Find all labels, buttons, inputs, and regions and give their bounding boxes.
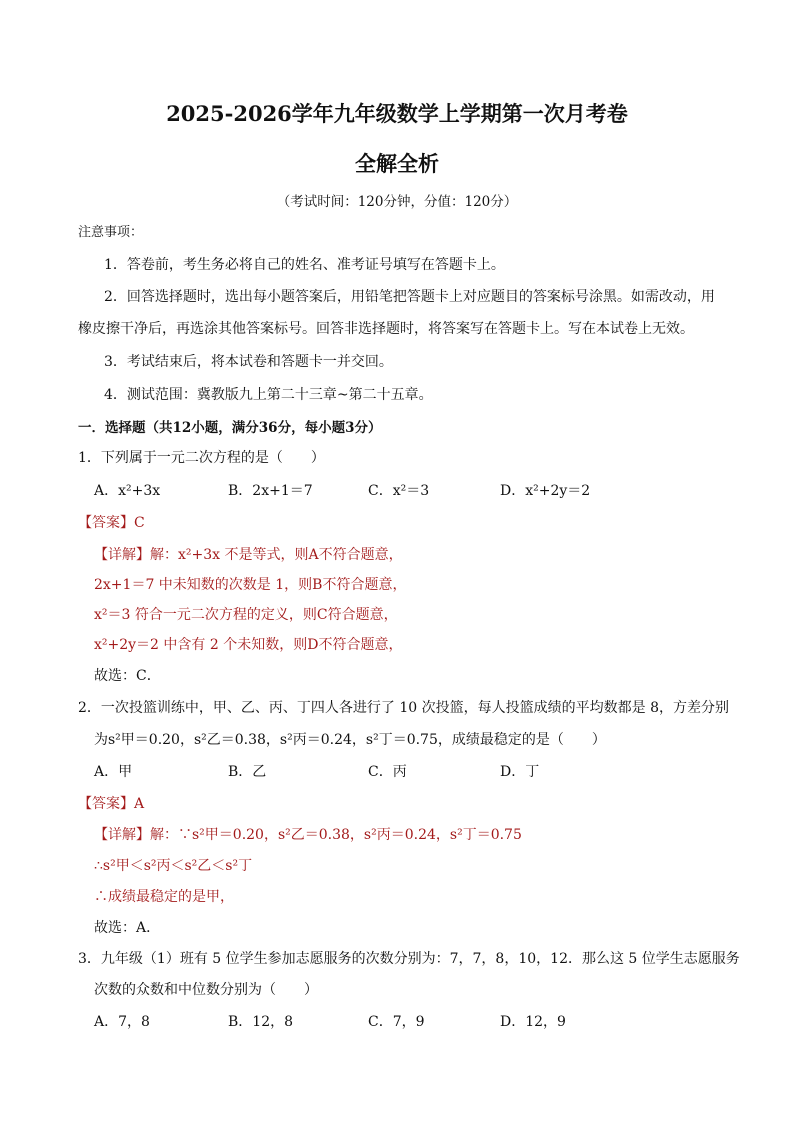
question-stem-continued: 为s²甲＝0.20，s²乙＝0.38，s²丙＝0.24，s²丁＝0.75，成绩最稳定的是（ ） xyxy=(94,732,606,748)
detail-line: ∴s²甲＜s²丙＜s²乙＜s²丁 xyxy=(94,858,253,874)
detail-line: 故选：C． xyxy=(94,668,161,684)
notice-heading: 注意事项： xyxy=(78,225,144,240)
detail-line: ∴成绩最稳定的是甲， xyxy=(94,889,234,905)
notice-item: 4．测试范围：冀教版九上第二十三章~第二十五章。 xyxy=(104,387,433,403)
detail-line: x²+2y＝2 中含有 2 个未知数，则D不符合题意， xyxy=(94,637,403,653)
notice-item: 3．考试结束后，将本试卷和答题卡一并交回。 xyxy=(104,354,393,370)
question-stem-continued: 次数的众数和中位数分别为（ ） xyxy=(94,982,318,998)
option-a: A．x²+3x xyxy=(94,483,161,499)
option-d: D．丁 xyxy=(500,764,540,780)
option-b: B．12，8 xyxy=(228,1014,294,1030)
option-c: C．7，9 xyxy=(368,1014,425,1030)
option-b: B．2x+1＝7 xyxy=(228,483,313,499)
page-subtitle: 全解全析 xyxy=(355,151,439,176)
notice-item: 1．答卷前，考生务必将自己的姓名、准考证号填写在答题卡上。 xyxy=(104,257,505,273)
detail-line: 【详解】解：∵s²甲＝0.20，s²乙＝0.38，s²丙＝0.24，s²丁＝0.75 xyxy=(94,827,522,843)
question-stem: 2．一次投篮训练中，甲、乙、丙、丁四人各进行了 10 次投篮，每人投篮成绩的平均数都是 8，方差分别 xyxy=(78,700,729,716)
notice-item: 2．回答选择题时，选出每小题答案后，用铅笔把答题卡上对应题目的答案标号涂黑。如需改动，用 xyxy=(104,289,715,305)
exam-info: （考试时间：120分钟，分值：120分） xyxy=(276,194,518,210)
option-a: A．7，8 xyxy=(94,1014,150,1030)
option-b: B．乙 xyxy=(228,764,267,780)
notice-item: 橡皮擦干净后，再选涂其他答案标号。回答非选择题时，将答案写在答题卡上。写在本试卷上无效。 xyxy=(78,321,694,337)
question-stem: 3．九年级（1）班有 5 位学生参加志愿服务的次数分别为：7，7，8，10，12．那么这 5 位学生志愿服务 xyxy=(78,951,740,967)
page-title: 2025-2026学年九年级数学上学期第一次月考卷 xyxy=(166,101,628,126)
detail-line: x²＝3 符合一元二次方程的定义，则C符合题意， xyxy=(94,607,398,623)
option-d: D．12，9 xyxy=(500,1014,566,1030)
section-heading: 一．选择题（共12小题，满分36分，每小题3分） xyxy=(78,420,382,436)
answer-label: 【答案】C xyxy=(78,515,145,531)
option-a: A．甲 xyxy=(94,764,133,780)
option-c: C．丙 xyxy=(368,764,407,780)
option-d: D．x²+2y＝2 xyxy=(500,483,591,499)
answer-label: 【答案】A xyxy=(78,796,145,812)
detail-line: 【详解】解：x²+3x 不是等式，则A不符合题意， xyxy=(94,547,403,563)
option-c: C．x²＝3 xyxy=(368,483,430,499)
detail-line: 2x+1＝7 中未知数的次数是 1，则B不符合题意， xyxy=(94,577,407,593)
detail-line: 故选：A． xyxy=(94,920,161,936)
question-stem: 1．下列属于一元二次方程的是（ ） xyxy=(78,450,325,466)
